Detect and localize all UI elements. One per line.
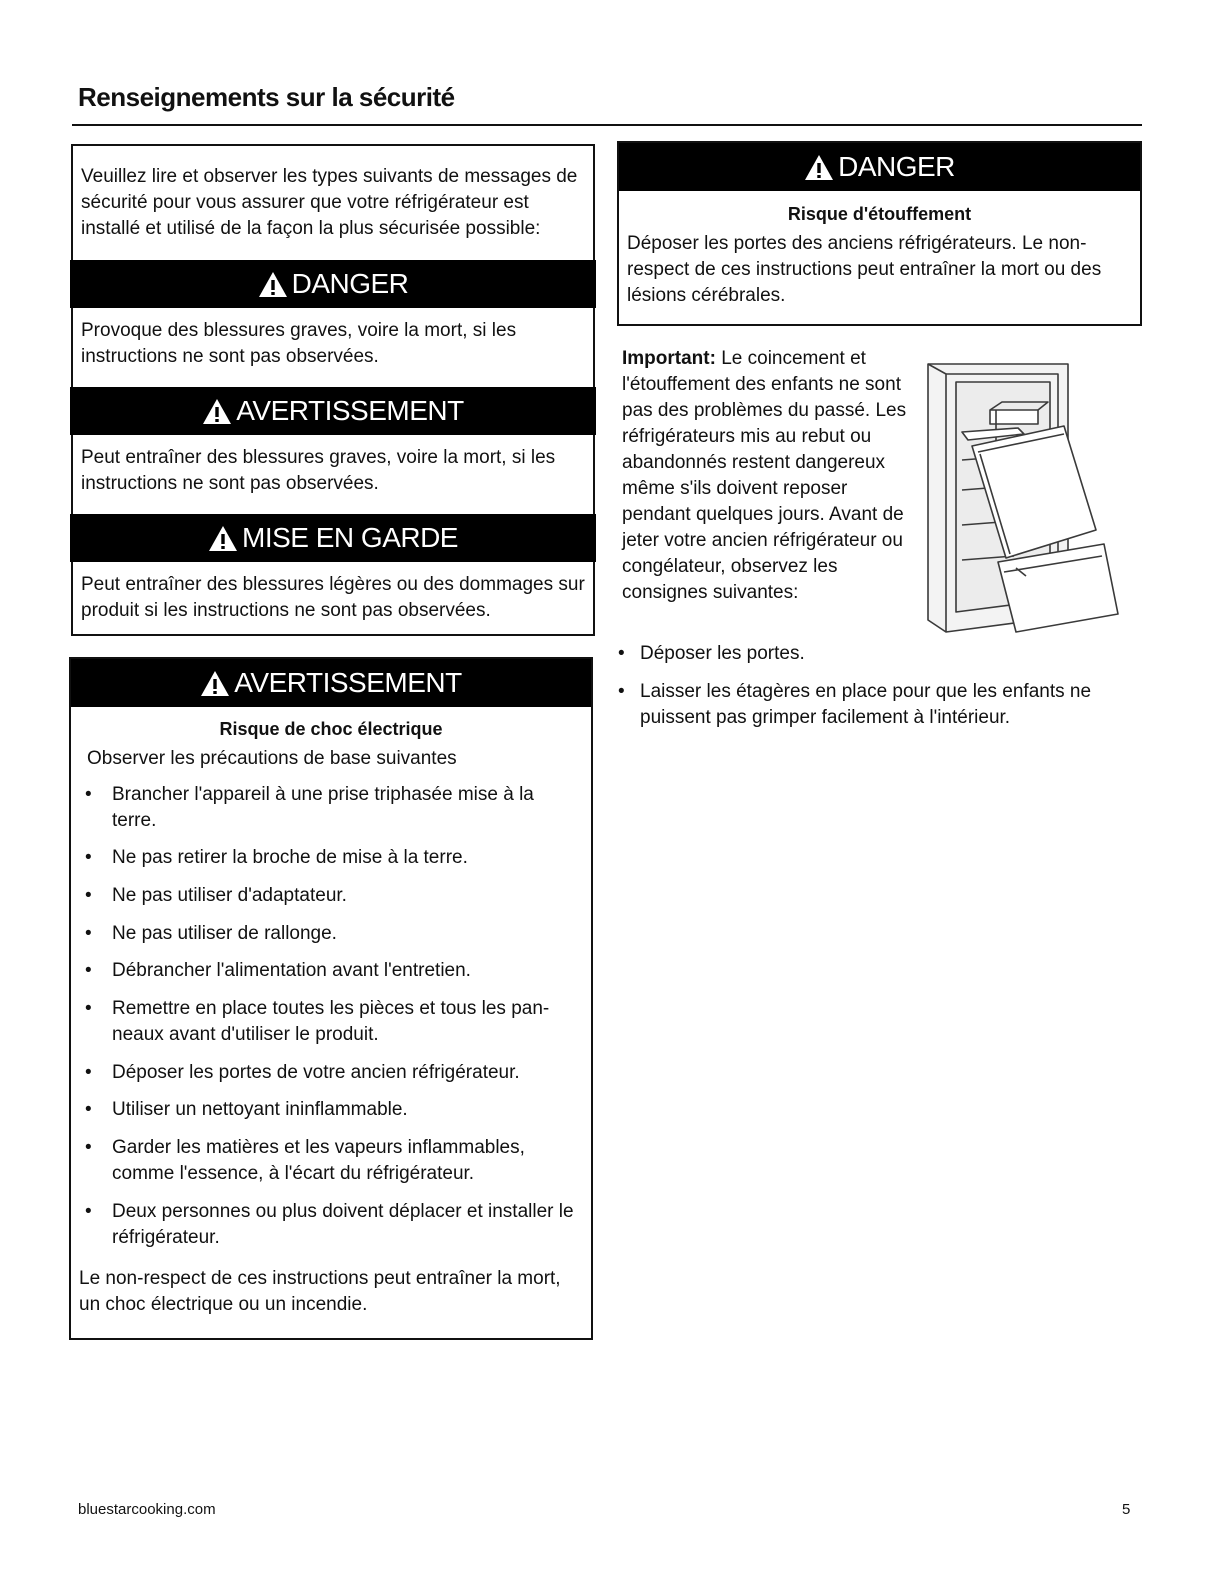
danger-label: DANGER [838, 151, 955, 182]
precautions-intro: Observer les précautions de base suivantes [87, 748, 457, 769]
danger-banner [70, 260, 596, 308]
warning-triangle-icon [208, 525, 238, 552]
electric-shock-warning-box [69, 657, 593, 1340]
list-item: • Garder les matières et les vapeurs inflammables, comme l'essence, à l'écart du réfrigérateur. [71, 1135, 581, 1187]
title-divider [72, 124, 1142, 126]
warning-banner [70, 387, 596, 435]
list-item: • Brancher l'appareil à une prise triphasée mise à la terre. [71, 782, 581, 834]
suffocation-text: Déposer les portes des anciens réfrigérateurs. Le non-respect de ces instructions peut entraîner la mort ou des lésions cérébrales. [627, 233, 1102, 306]
warning-triangle-icon [804, 154, 834, 181]
caution-description: Peut entraîner des blessures légères ou des dommages sur produit si les instructions ne sont pas observées. [81, 574, 585, 621]
list-item: • Remettre en place toutes les pièces et tous les pan-neaux avant d'utiliser le produit. [71, 996, 581, 1048]
footer-website: bluestarcooking.com [78, 1501, 216, 1518]
warning-label: AVERTISSEMENT [234, 667, 462, 698]
list-item: • Ne pas utiliser d'adaptateur. [71, 883, 581, 909]
danger-label: DANGER [291, 268, 409, 299]
warning-triangle-icon [200, 670, 230, 697]
danger-banner [619, 143, 1140, 191]
important-list [604, 641, 1129, 731]
signal-words-intro: Veuillez lire et observer les types suivants de messages de sécurité pour vous assurer que votre réfrigérateur est installé et utilisé de la façon la plus sécurisée possible: [81, 166, 578, 239]
important-text: Le coincement et l'étouffement des enfants ne sont pas des problèmes du passé. Les réfrigérateurs mis au rebut ou abandonnés restent dangereux même s'ils doivent reposer pendant quelques jours. Avant de jeter votre ancien réfrigérateur ou congélateur, observez les consignes suivantes: [622, 348, 907, 603]
electric-shock-subtitle: Risque de choc électrique [219, 719, 443, 739]
signal-words-box [71, 144, 595, 636]
warning-triangle-icon [202, 398, 232, 425]
warning-triangle-icon [258, 271, 288, 298]
page-number: 5 [1122, 1501, 1131, 1518]
precautions-list [71, 782, 591, 1251]
warning-label: AVERTISSEMENT [236, 395, 464, 426]
important-note [622, 346, 914, 606]
suffocation-danger-box [617, 141, 1142, 326]
important-label: Important: [622, 348, 716, 369]
list-item: • Ne pas retirer la broche de mise à la terre. [71, 845, 581, 871]
caution-banner [70, 514, 596, 562]
refrigerator-doors-removed-illustration [918, 350, 1130, 640]
page-title: Renseignements sur la sécurité [78, 82, 455, 112]
warning-description: Peut entraîner des blessures graves, voire la mort, si les instructions ne sont pas observées. [81, 447, 556, 494]
list-item: • Ne pas utiliser de rallonge. [71, 921, 581, 947]
warning-banner [71, 659, 591, 707]
list-item: • Déposer les portes. [604, 641, 1129, 667]
danger-description: Provoque des blessures graves, voire la mort, si les instructions ne sont pas observées. [81, 320, 517, 367]
list-item: • Deux personnes ou plus doivent déplacer et installer le réfrigérateur. [71, 1199, 581, 1251]
list-item: • Déposer les portes de votre ancien réfrigérateur. [71, 1060, 581, 1086]
list-item: • Utiliser un nettoyant ininflammable. [71, 1097, 581, 1123]
caution-label: MISE EN GARDE [242, 522, 458, 553]
list-item: • Débrancher l'alimentation avant l'entretien. [71, 958, 581, 984]
suffocation-subtitle: Risque d'étouffement [787, 204, 972, 224]
electric-warning-closing: Le non-respect de ces instructions peut entraîner la mort, un choc électrique ou un incendie. [79, 1268, 561, 1315]
list-item: • Laisser les étagères en place pour que les enfants ne puissent pas grimper facilement à l'intérieur. [604, 679, 1129, 731]
